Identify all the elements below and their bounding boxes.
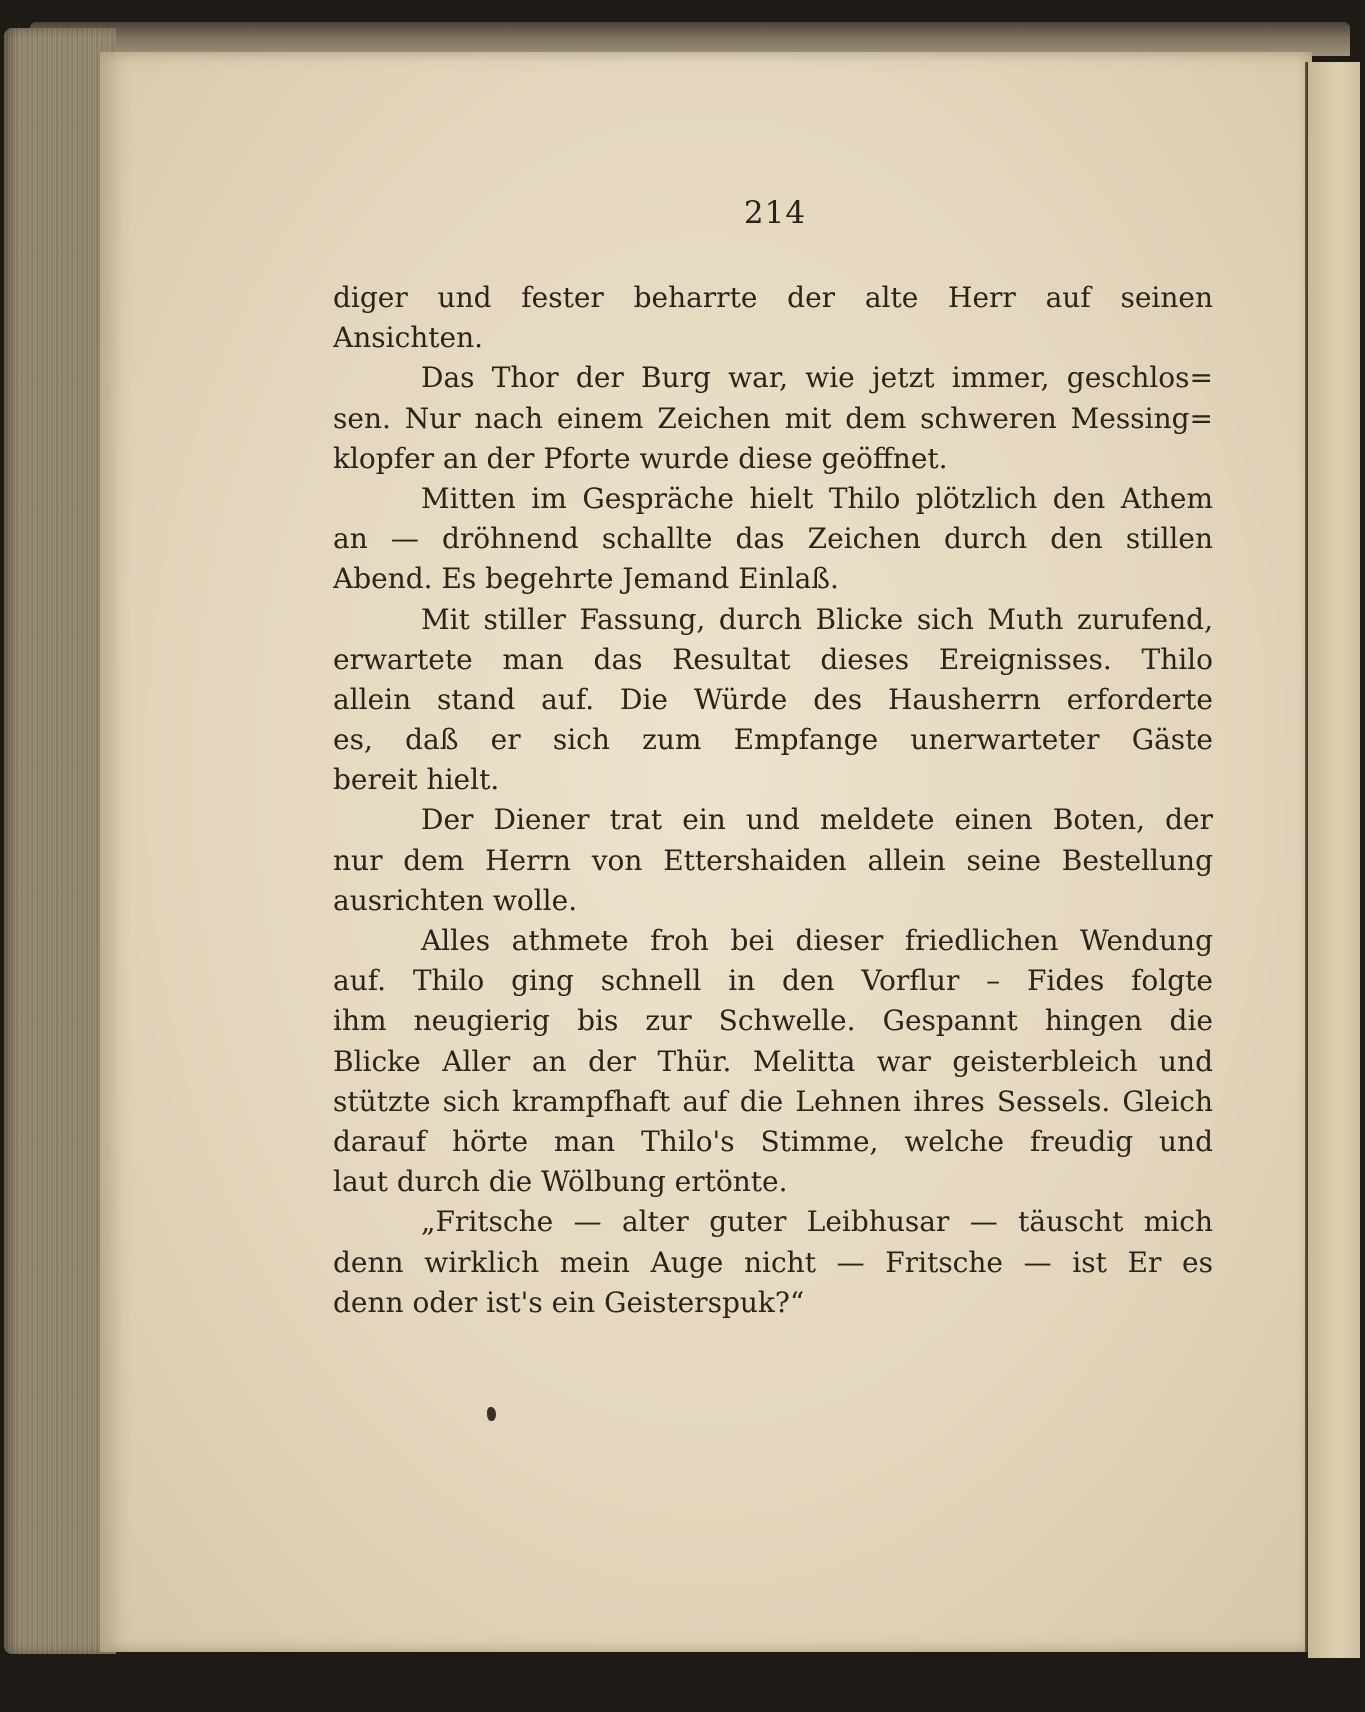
text-line: Ansichten. — [333, 321, 484, 355]
text-line: stützte sich krampfhaft auf die Lehnen ihres Sessels. Gleich — [333, 1084, 1213, 1118]
ink-speck — [487, 1407, 496, 1421]
body-text — [333, 278, 1213, 1323]
text-line: Mitten im Gespräche hielt Thilo plötzlich den Athem — [421, 481, 1213, 515]
text-line: nur dem Herrn von Ettershaiden allein seine Bestellung — [333, 843, 1213, 877]
text-line: ihm neugierig bis zur Schwelle. Gespannt hingen die — [333, 1004, 1213, 1038]
text-line: denn wirklich mein Auge nicht — Fritsche — ist Er es — [333, 1245, 1213, 1279]
text-line: auf. Thilo ging schnell in den Vorflur – Fides folgte — [333, 964, 1213, 998]
text-line: Abend. Es begehrte Jemand Einlaß. — [333, 562, 839, 596]
text-line: klopfer an der Pforte wurde diese geöffnet. — [333, 441, 948, 475]
text-line: Mit stiller Fassung, durch Blicke sich Muth zurufend, — [421, 602, 1213, 636]
page-gutter — [1305, 62, 1308, 1652]
text-line: darauf hörte man Thilo's Stimme, welche freudig und — [333, 1124, 1213, 1158]
text-line: erwartete man das Resultat dieses Ereignisses. Thilo — [333, 642, 1213, 676]
adjacent-page — [1308, 62, 1360, 1658]
text-line: „Fritsche — alter guter Leibhusar — täuscht mich — [421, 1205, 1213, 1239]
text-line: bereit hielt. — [333, 763, 500, 797]
text-line: Alles athmete froh bei dieser friedlichen Wendung — [421, 924, 1213, 957]
text-line: es, daß er sich zum Empfange unerwarteter Gäste — [333, 723, 1213, 757]
page-number: 214 — [743, 195, 807, 231]
text-line: ausrichten wolle. — [333, 883, 578, 917]
text-line: sen. Nur nach einem Zeichen mit dem schweren Messing= — [333, 401, 1213, 435]
text-line: an — dröhnend schallte das Zeichen durch den stillen — [333, 522, 1213, 556]
text-line: laut durch die Wölbung ertönte. — [333, 1165, 788, 1199]
text-line: diger und fester beharrte der alte Herr auf seinen — [333, 281, 1213, 314]
text-line: Das Thor der Burg war, wie jetzt immer, geschlos= — [421, 361, 1213, 395]
text-line: Der Diener trat ein und meldete einen Boten, der — [421, 803, 1213, 837]
text-line: allein stand auf. Die Würde des Hausherrn erforderte — [333, 682, 1213, 716]
text-line: Blicke Aller an der Thür. Melitta war geisterbleich und — [333, 1044, 1213, 1078]
text-line: denn oder ist's ein Geisterspuk?“ — [333, 1285, 805, 1319]
page-edges-top — [30, 22, 1350, 56]
